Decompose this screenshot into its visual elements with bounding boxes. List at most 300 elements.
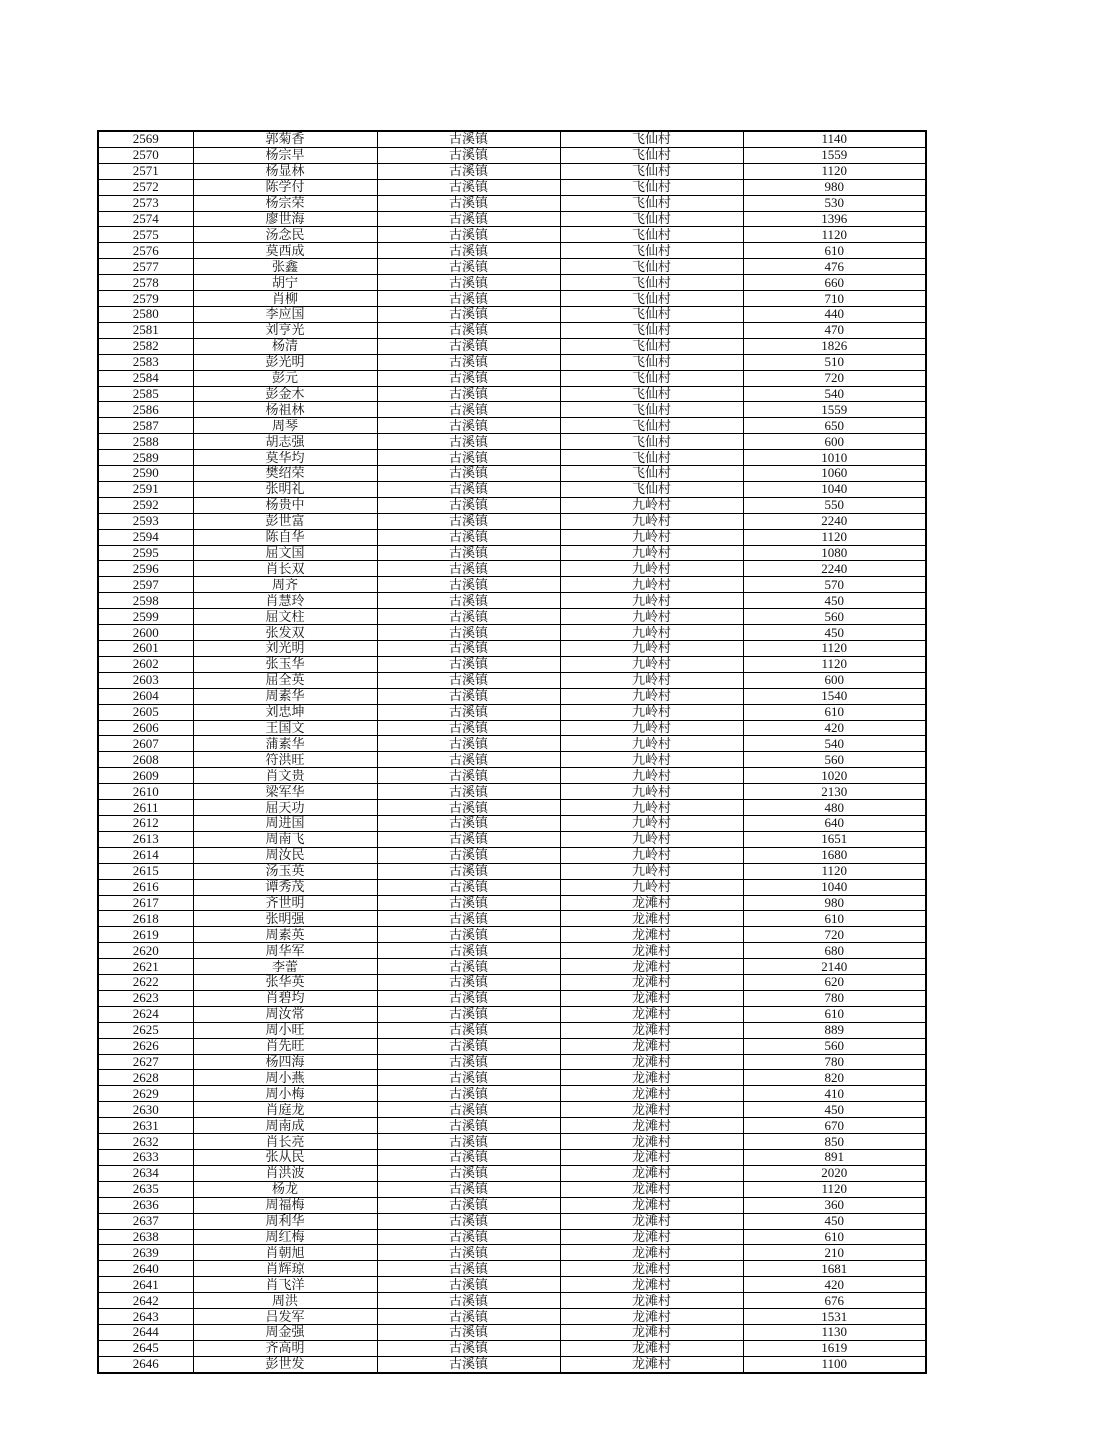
name-cell: 肖庭龙 [193, 1102, 377, 1118]
village-cell: 龙滩村 [560, 1134, 743, 1150]
town-cell: 古溪镇 [377, 466, 560, 482]
town-cell: 古溪镇 [377, 1340, 560, 1356]
town-cell: 古溪镇 [377, 322, 560, 338]
table-row [98, 370, 926, 386]
row-number-cell: 2639 [98, 1245, 193, 1261]
table-row [98, 736, 926, 752]
table-row [98, 481, 926, 497]
village-cell: 龙滩村 [560, 1229, 743, 1245]
town-cell: 古溪镇 [377, 1102, 560, 1118]
name-cell: 张玉华 [193, 656, 377, 672]
amount-cell: 1100 [743, 1356, 926, 1372]
village-cell: 龙滩村 [560, 959, 743, 975]
name-cell: 张鑫 [193, 259, 377, 275]
row-number-cell: 2588 [98, 434, 193, 450]
name-cell: 齐高明 [193, 1340, 377, 1356]
row-number-cell: 2633 [98, 1150, 193, 1166]
name-cell: 周洪 [193, 1293, 377, 1309]
town-cell: 古溪镇 [377, 927, 560, 943]
row-number-cell: 2593 [98, 513, 193, 529]
row-number-cell: 2638 [98, 1229, 193, 1245]
name-cell: 肖洪波 [193, 1165, 377, 1181]
name-cell: 李应国 [193, 306, 377, 322]
row-number-cell: 2595 [98, 545, 193, 561]
amount-cell: 2240 [743, 561, 926, 577]
row-number-cell: 2589 [98, 450, 193, 466]
name-cell: 杨龙 [193, 1181, 377, 1197]
town-cell: 古溪镇 [377, 1070, 560, 1086]
village-cell: 飞仙村 [560, 354, 743, 370]
row-number-cell: 2580 [98, 306, 193, 322]
village-cell: 九岭村 [560, 545, 743, 561]
name-cell: 齐世明 [193, 895, 377, 911]
town-cell: 古溪镇 [377, 291, 560, 307]
town-cell: 古溪镇 [377, 879, 560, 895]
amount-cell: 720 [743, 927, 926, 943]
table-row [98, 959, 926, 975]
village-cell: 龙滩村 [560, 1309, 743, 1325]
name-cell: 周红梅 [193, 1229, 377, 1245]
name-cell: 杨宗荣 [193, 195, 377, 211]
town-cell: 古溪镇 [377, 513, 560, 529]
village-cell: 龙滩村 [560, 1356, 743, 1372]
town-cell: 古溪镇 [377, 1293, 560, 1309]
row-number-cell: 2631 [98, 1118, 193, 1134]
village-cell: 飞仙村 [560, 434, 743, 450]
row-number-cell: 2623 [98, 990, 193, 1006]
amount-cell: 1130 [743, 1324, 926, 1340]
row-number-cell: 2629 [98, 1086, 193, 1102]
row-number-cell: 2575 [98, 227, 193, 243]
village-cell: 飞仙村 [560, 291, 743, 307]
name-cell: 肖飞洋 [193, 1277, 377, 1293]
name-cell: 周小燕 [193, 1070, 377, 1086]
name-cell: 肖慧玲 [193, 593, 377, 609]
row-number-cell: 2610 [98, 784, 193, 800]
village-cell: 龙滩村 [560, 1245, 743, 1261]
row-number-cell: 2590 [98, 466, 193, 482]
row-number-cell: 2615 [98, 863, 193, 879]
village-cell: 龙滩村 [560, 1054, 743, 1070]
village-cell: 龙滩村 [560, 1150, 743, 1166]
amount-cell: 1120 [743, 641, 926, 657]
table-row [98, 1022, 926, 1038]
town-cell: 古溪镇 [377, 545, 560, 561]
village-cell: 九岭村 [560, 561, 743, 577]
village-cell: 龙滩村 [560, 1340, 743, 1356]
amount-cell: 1540 [743, 688, 926, 704]
amount-cell: 610 [743, 1006, 926, 1022]
row-number-cell: 2600 [98, 625, 193, 641]
amount-cell: 480 [743, 800, 926, 816]
amount-cell: 1619 [743, 1340, 926, 1356]
town-cell: 古溪镇 [377, 243, 560, 259]
name-cell: 刘忠坤 [193, 704, 377, 720]
town-cell: 古溪镇 [377, 641, 560, 657]
town-cell: 古溪镇 [377, 784, 560, 800]
village-cell: 九岭村 [560, 847, 743, 863]
amount-cell: 2140 [743, 959, 926, 975]
row-number-cell: 2609 [98, 768, 193, 784]
name-cell: 肖长亮 [193, 1134, 377, 1150]
town-cell: 古溪镇 [377, 1054, 560, 1070]
village-cell: 龙滩村 [560, 1022, 743, 1038]
row-number-cell: 2583 [98, 354, 193, 370]
name-cell: 周齐 [193, 577, 377, 593]
amount-cell: 1396 [743, 211, 926, 227]
village-cell: 龙滩村 [560, 927, 743, 943]
name-cell: 胡宁 [193, 275, 377, 291]
amount-cell: 420 [743, 720, 926, 736]
village-cell: 飞仙村 [560, 243, 743, 259]
name-cell: 肖先旺 [193, 1038, 377, 1054]
amount-cell: 1120 [743, 656, 926, 672]
table-row [98, 1293, 926, 1309]
table-row [98, 466, 926, 482]
name-cell: 樊绍荣 [193, 466, 377, 482]
name-cell: 屈文柱 [193, 609, 377, 625]
name-cell: 胡志强 [193, 434, 377, 450]
town-cell: 古溪镇 [377, 704, 560, 720]
town-cell: 古溪镇 [377, 1134, 560, 1150]
name-cell: 周小梅 [193, 1086, 377, 1102]
name-cell: 汤玉英 [193, 863, 377, 879]
amount-cell: 980 [743, 179, 926, 195]
table-row [98, 529, 926, 545]
row-number-cell: 2612 [98, 815, 193, 831]
table-row [98, 927, 926, 943]
town-cell: 古溪镇 [377, 768, 560, 784]
name-cell: 符洪旺 [193, 752, 377, 768]
name-cell: 李蕾 [193, 959, 377, 975]
town-cell: 古溪镇 [377, 815, 560, 831]
town-cell: 古溪镇 [377, 959, 560, 975]
amount-cell: 600 [743, 434, 926, 450]
row-number-cell: 2587 [98, 418, 193, 434]
name-cell: 郭菊香 [193, 131, 377, 147]
town-cell: 古溪镇 [377, 1022, 560, 1038]
town-cell: 古溪镇 [377, 831, 560, 847]
village-cell: 飞仙村 [560, 322, 743, 338]
row-number-cell: 2626 [98, 1038, 193, 1054]
town-cell: 古溪镇 [377, 402, 560, 418]
amount-cell: 440 [743, 306, 926, 322]
name-cell: 周南成 [193, 1118, 377, 1134]
table-row [98, 1118, 926, 1134]
amount-cell: 410 [743, 1086, 926, 1102]
row-number-cell: 2603 [98, 672, 193, 688]
name-cell: 屈全英 [193, 672, 377, 688]
amount-cell: 1680 [743, 847, 926, 863]
amount-cell: 450 [743, 1213, 926, 1229]
name-cell: 陈自华 [193, 529, 377, 545]
village-cell: 九岭村 [560, 831, 743, 847]
table-row [98, 609, 926, 625]
village-cell: 九岭村 [560, 577, 743, 593]
row-number-cell: 2636 [98, 1197, 193, 1213]
row-number-cell: 2621 [98, 959, 193, 975]
town-cell: 古溪镇 [377, 609, 560, 625]
name-cell: 周南飞 [193, 831, 377, 847]
amount-cell: 676 [743, 1293, 926, 1309]
town-cell: 古溪镇 [377, 147, 560, 163]
town-cell: 古溪镇 [377, 943, 560, 959]
town-cell: 古溪镇 [377, 800, 560, 816]
amount-cell: 1651 [743, 831, 926, 847]
name-cell: 杨四海 [193, 1054, 377, 1070]
village-cell: 龙滩村 [560, 1086, 743, 1102]
amount-cell: 450 [743, 593, 926, 609]
town-cell: 古溪镇 [377, 418, 560, 434]
row-number-cell: 2607 [98, 736, 193, 752]
village-cell: 九岭村 [560, 815, 743, 831]
amount-cell: 360 [743, 1197, 926, 1213]
village-cell: 飞仙村 [560, 418, 743, 434]
amount-cell: 1559 [743, 402, 926, 418]
name-cell: 周汝常 [193, 1006, 377, 1022]
village-cell: 飞仙村 [560, 179, 743, 195]
row-number-cell: 2622 [98, 975, 193, 991]
town-cell: 古溪镇 [377, 497, 560, 513]
town-cell: 古溪镇 [377, 593, 560, 609]
name-cell: 张从民 [193, 1150, 377, 1166]
data-table [97, 130, 927, 1374]
row-number-cell: 2611 [98, 800, 193, 816]
table-row [98, 513, 926, 529]
table-row [98, 720, 926, 736]
name-cell: 肖碧均 [193, 990, 377, 1006]
town-cell: 古溪镇 [377, 863, 560, 879]
table-row [98, 672, 926, 688]
village-cell: 龙滩村 [560, 943, 743, 959]
table-row [98, 1213, 926, 1229]
table-row [98, 211, 926, 227]
amount-cell: 610 [743, 911, 926, 927]
village-cell: 龙滩村 [560, 911, 743, 927]
table-row [98, 847, 926, 863]
row-number-cell: 2640 [98, 1261, 193, 1277]
name-cell: 杨清 [193, 338, 377, 354]
village-cell: 龙滩村 [560, 990, 743, 1006]
town-cell: 古溪镇 [377, 227, 560, 243]
name-cell: 周汝民 [193, 847, 377, 863]
table-row [98, 195, 926, 211]
town-cell: 古溪镇 [377, 354, 560, 370]
amount-cell: 540 [743, 736, 926, 752]
amount-cell: 1531 [743, 1309, 926, 1325]
table-row [98, 163, 926, 179]
town-cell: 古溪镇 [377, 561, 560, 577]
row-number-cell: 2577 [98, 259, 193, 275]
row-number-cell: 2620 [98, 943, 193, 959]
table-row [98, 1038, 926, 1054]
village-cell: 飞仙村 [560, 370, 743, 386]
name-cell: 肖朝旭 [193, 1245, 377, 1261]
table-row [98, 831, 926, 847]
table-row [98, 895, 926, 911]
village-cell: 飞仙村 [560, 147, 743, 163]
town-cell: 古溪镇 [377, 1309, 560, 1325]
name-cell: 彭世富 [193, 513, 377, 529]
name-cell: 杨贵中 [193, 497, 377, 513]
town-cell: 古溪镇 [377, 625, 560, 641]
village-cell: 九岭村 [560, 752, 743, 768]
village-cell: 九岭村 [560, 625, 743, 641]
amount-cell: 1681 [743, 1261, 926, 1277]
table-row [98, 1102, 926, 1118]
amount-cell: 2020 [743, 1165, 926, 1181]
amount-cell: 510 [743, 354, 926, 370]
table-row [98, 1070, 926, 1086]
village-cell: 九岭村 [560, 672, 743, 688]
town-cell: 古溪镇 [377, 1181, 560, 1197]
village-cell: 飞仙村 [560, 338, 743, 354]
town-cell: 古溪镇 [377, 990, 560, 1006]
town-cell: 古溪镇 [377, 1006, 560, 1022]
amount-cell: 1140 [743, 131, 926, 147]
amount-cell: 2130 [743, 784, 926, 800]
row-number-cell: 2641 [98, 1277, 193, 1293]
amount-cell: 610 [743, 243, 926, 259]
amount-cell: 476 [743, 259, 926, 275]
town-cell: 古溪镇 [377, 1277, 560, 1293]
row-number-cell: 2570 [98, 147, 193, 163]
name-cell: 王国文 [193, 720, 377, 736]
town-cell: 古溪镇 [377, 131, 560, 147]
row-number-cell: 2645 [98, 1340, 193, 1356]
town-cell: 古溪镇 [377, 720, 560, 736]
row-number-cell: 2616 [98, 879, 193, 895]
table-row [98, 625, 926, 641]
amount-cell: 600 [743, 672, 926, 688]
row-number-cell: 2582 [98, 338, 193, 354]
village-cell: 九岭村 [560, 800, 743, 816]
table-row [98, 1086, 926, 1102]
village-cell: 九岭村 [560, 497, 743, 513]
amount-cell: 780 [743, 1054, 926, 1070]
amount-cell: 1040 [743, 879, 926, 895]
village-cell: 飞仙村 [560, 481, 743, 497]
name-cell: 彭金木 [193, 386, 377, 402]
village-cell: 飞仙村 [560, 259, 743, 275]
amount-cell: 640 [743, 815, 926, 831]
row-number-cell: 2624 [98, 1006, 193, 1022]
amount-cell: 530 [743, 195, 926, 211]
village-cell: 九岭村 [560, 736, 743, 752]
amount-cell: 450 [743, 1102, 926, 1118]
town-cell: 古溪镇 [377, 450, 560, 466]
amount-cell: 1120 [743, 227, 926, 243]
table-row [98, 306, 926, 322]
name-cell: 杨显林 [193, 163, 377, 179]
table-row [98, 911, 926, 927]
amount-cell: 680 [743, 943, 926, 959]
table-row [98, 975, 926, 991]
row-number-cell: 2627 [98, 1054, 193, 1070]
village-cell: 九岭村 [560, 688, 743, 704]
village-cell: 飞仙村 [560, 131, 743, 147]
table-row [98, 259, 926, 275]
amount-cell: 891 [743, 1150, 926, 1166]
table-row [98, 418, 926, 434]
town-cell: 古溪镇 [377, 386, 560, 402]
row-number-cell: 2572 [98, 179, 193, 195]
row-number-cell: 2597 [98, 577, 193, 593]
name-cell: 肖柳 [193, 291, 377, 307]
table-row [98, 1229, 926, 1245]
amount-cell: 1010 [743, 450, 926, 466]
town-cell: 古溪镇 [377, 847, 560, 863]
amount-cell: 540 [743, 386, 926, 402]
town-cell: 古溪镇 [377, 195, 560, 211]
row-number-cell: 2592 [98, 497, 193, 513]
row-number-cell: 2646 [98, 1356, 193, 1372]
amount-cell: 570 [743, 577, 926, 593]
name-cell: 张华英 [193, 975, 377, 991]
row-number-cell: 2599 [98, 609, 193, 625]
table-row [98, 179, 926, 195]
table-row [98, 752, 926, 768]
table-row [98, 784, 926, 800]
table-row [98, 1181, 926, 1197]
town-cell: 古溪镇 [377, 1038, 560, 1054]
table-row [98, 1356, 926, 1372]
name-cell: 蒲素华 [193, 736, 377, 752]
village-cell: 九岭村 [560, 863, 743, 879]
village-cell: 龙滩村 [560, 895, 743, 911]
village-cell: 飞仙村 [560, 163, 743, 179]
amount-cell: 1559 [743, 147, 926, 163]
row-number-cell: 2584 [98, 370, 193, 386]
row-number-cell: 2571 [98, 163, 193, 179]
table-row [98, 338, 926, 354]
amount-cell: 820 [743, 1070, 926, 1086]
amount-cell: 1826 [743, 338, 926, 354]
amount-cell: 1060 [743, 466, 926, 482]
table-row [98, 354, 926, 370]
row-number-cell: 2569 [98, 131, 193, 147]
table-row [98, 291, 926, 307]
amount-cell: 610 [743, 704, 926, 720]
town-cell: 古溪镇 [377, 1356, 560, 1372]
village-cell: 飞仙村 [560, 195, 743, 211]
town-cell: 古溪镇 [377, 481, 560, 497]
table-row [98, 243, 926, 259]
name-cell: 肖长双 [193, 561, 377, 577]
name-cell: 屈天功 [193, 800, 377, 816]
table-row [98, 131, 926, 147]
name-cell: 周素华 [193, 688, 377, 704]
row-number-cell: 2606 [98, 720, 193, 736]
amount-cell: 210 [743, 1245, 926, 1261]
amount-cell: 450 [743, 625, 926, 641]
town-cell: 古溪镇 [377, 370, 560, 386]
name-cell: 周进国 [193, 815, 377, 831]
table-row [98, 1054, 926, 1070]
row-number-cell: 2594 [98, 529, 193, 545]
village-cell: 九岭村 [560, 704, 743, 720]
amount-cell: 710 [743, 291, 926, 307]
amount-cell: 720 [743, 370, 926, 386]
amount-cell: 1120 [743, 863, 926, 879]
name-cell: 张发双 [193, 625, 377, 641]
row-number-cell: 2602 [98, 656, 193, 672]
row-number-cell: 2632 [98, 1134, 193, 1150]
amount-cell: 1120 [743, 1181, 926, 1197]
village-cell: 九岭村 [560, 784, 743, 800]
table-row [98, 1309, 926, 1325]
row-number-cell: 2585 [98, 386, 193, 402]
